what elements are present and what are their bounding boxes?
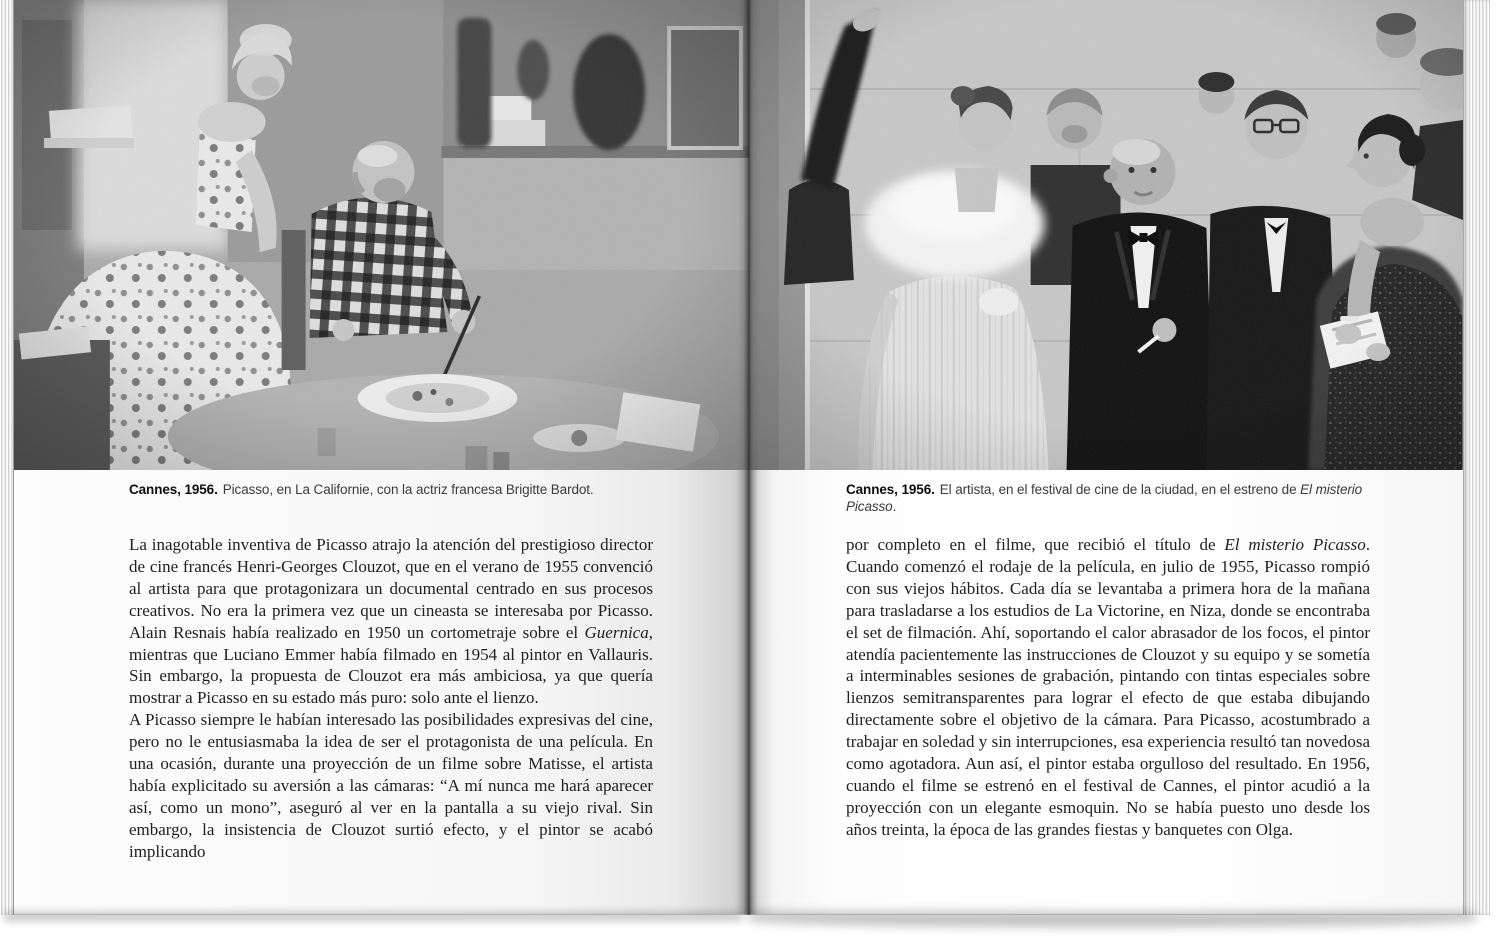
paragraph-right-1-text: por completo en el filme, que recibió el título de: [846, 535, 1225, 554]
caption-left: [129, 481, 683, 498]
right-page: [749, 0, 1463, 915]
right-page-edge-stack: [1463, 0, 1490, 915]
caption-right-tail: .: [892, 499, 897, 514]
photo-cannes-festival-illustration: [749, 0, 1463, 470]
paragraph-left-2: A Picasso siempre le habían interesado las posibilidades expresivas del cine, pero no le entusiasmaba la idea de ser el protagonista de una película. En una ocasión, durante una proyección de un filme sobre Matisse, el artista había explicitado su aversión a las cámaras: “A mí nunca me hará aparecer así, como un mono”, aseguró al ver en la pantalla a su viejo rival. Sin embargo, la insistencia de Clouzot surtió efecto, y el pintor se acabó implicando: [128, 710, 653, 861]
paragraph-right-1: [846, 534, 1370, 841]
photo-cannes-festival: [749, 0, 1463, 470]
caption-right: [846, 481, 1403, 515]
body-column-right: [846, 534, 1370, 841]
caption-left-text: Picasso, en La Californie, con la actriz francesa Brigitte Bardot.: [222, 482, 594, 497]
caption-right-lead: Cannes, 1956.: [846, 482, 935, 497]
paragraph-left-1-tail: , mientras que Luciano Emmer había filmado en 1954 al pintor en Vallauris. Sin embargo, la propuesta de Clouzot era más ambiciosa, ya que quería mostrar a Picasso en su estado más puro: solo ante el lienzo.: [128, 622, 653, 708]
photo-picasso-bardot-illustration: [14, 0, 749, 470]
caption-right-italic: El misterio Picasso: [846, 482, 1363, 514]
caption-left-lead: Cannes, 1956.: [128, 482, 218, 497]
caption-right-text: El artista, en el festival de cine de la ciudad, en el estreno de: [939, 482, 1301, 497]
photo-picasso-bardot: [14, 0, 749, 470]
paragraph-left-1: [129, 534, 653, 709]
paragraph-right-1-italic: El misterio Picasso: [1224, 535, 1366, 554]
paragraph-right-1-tail: . Cuando comenzó el rodaje de la película, en julio de 1955, Picasso rompió con sus viejos hábitos. Cada día se levantaba a primera hora de la mañana para trasladarse a los estudios de La Victorine, en Niza, donde se encontraba el set de filmación. Ahí, soportando el calor abrasador de los focos, el pintor atendía pacientemente las instrucciones de Clouzot y su equipo y se sometía a interminables sesiones de grabación, pintando con tintas especiales sobre lienzos semitransparentes para lograr el efecto de que estaba dibujando directamente sobre el objetivo de la cámara. Para Picasso, acostumbrado a trabajar en soledad y sin interrupciones, esa experiencia resultó tan novedosa como agotadora. Aun así, el pintor estaba orgulloso del resultado. En 1956, cuando el filme se estrenó en el festival de Cannes, el pintor acudió a la proyección con un elegante esmoquin. No se había puesto uno desde los años treinta, la época de las grandes fiestas y banquetes con Olga.: [846, 535, 1371, 839]
left-page-edge-stack: [0, 0, 14, 915]
paragraph-left-1-italic: Guernica: [584, 622, 649, 642]
body-column-left: [129, 534, 653, 863]
book-drop-shadow-right: [748, 912, 1476, 927]
book-drop-shadow-left: [4, 912, 742, 921]
paragraph-left-1-text: La inagotable inventiva de Picasso atrajo la atención del prestigioso director de cine francés Henri-Georges Clouzot, que en el verano de 1955 convenció al artista para que protagonizara un documental centrado en sus procesos creativos. No era la primera vez que un cineasta se interesaba por Picasso. Alain Resnais había realizado en 1950 un cortometraje sobre el: [128, 535, 653, 642]
left-page: [14, 0, 749, 915]
